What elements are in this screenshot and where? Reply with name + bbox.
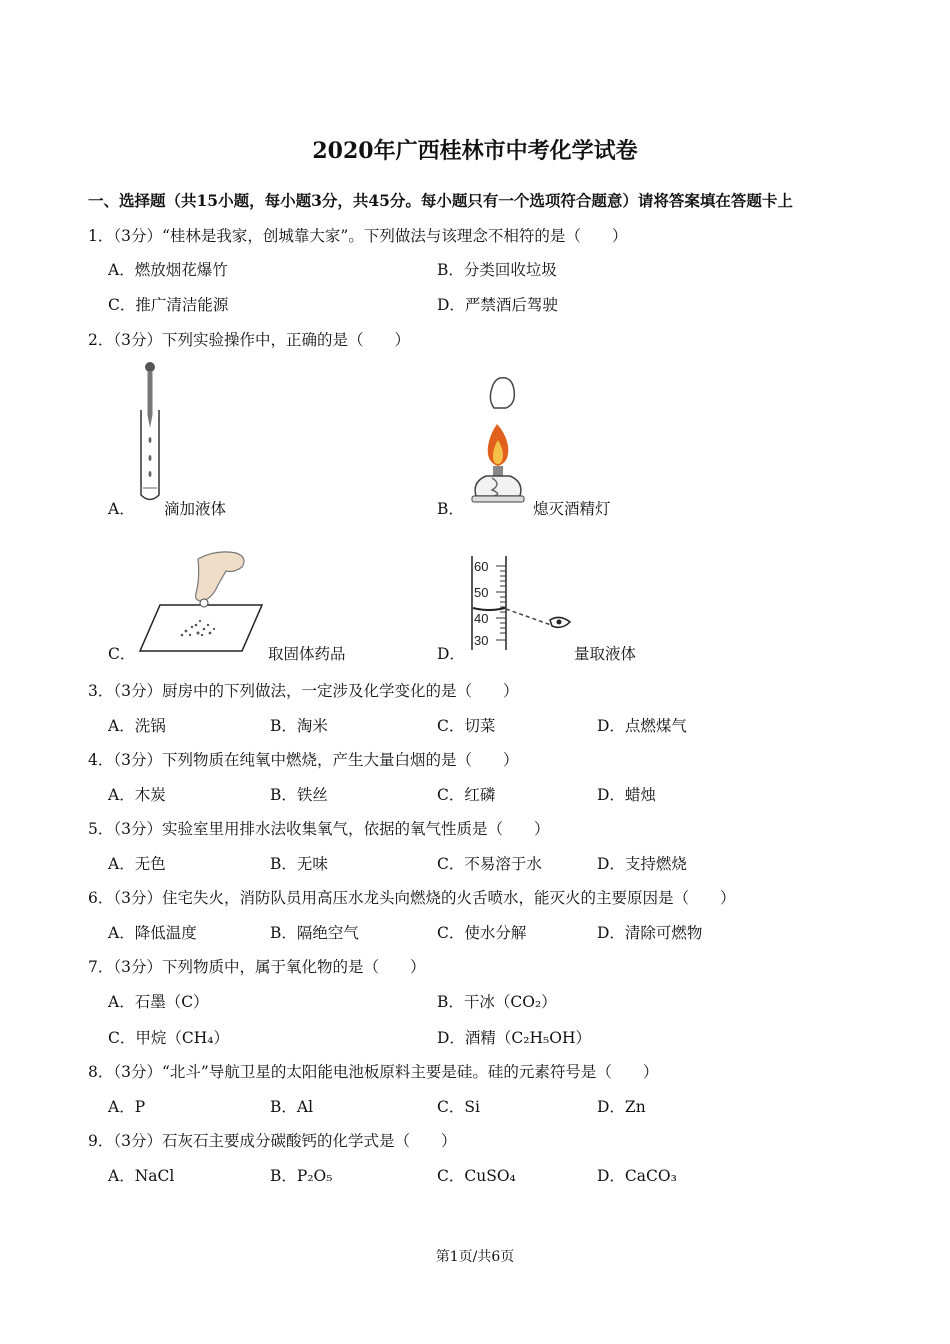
q4-option-c: C．红磷 xyxy=(437,786,496,804)
q2-option-d: D． xyxy=(437,645,465,663)
q7-option-a: A．石墨（C） xyxy=(108,993,209,1011)
question-9-stem: 9．（3分）石灰石主要成分碳酸钙的化学式是（ ） xyxy=(88,1132,457,1150)
page-title: 2020年广西桂林市中考化学试卷 xyxy=(312,138,638,164)
cylinder-tick-60: 60 xyxy=(474,559,489,574)
cylinder-tick-30: 30 xyxy=(474,633,489,648)
q3-option-a: A．洗锅 xyxy=(108,717,166,735)
q2-caption-a: 滴加液体 xyxy=(164,500,227,518)
section-heading: 一、选择题（共15小题，每小题3分，共45分。每小题只有一个选项符合题意）请将答案填在答题卡上 xyxy=(88,191,793,210)
question-6-stem: 6．（3分）住宅失火，消防队员用高压水龙头向燃烧的火舌喷水，能灭火的主要原因是（ ） xyxy=(88,889,736,907)
q6-option-d: D．清除可燃物 xyxy=(597,924,703,942)
question-4-stem: 4．（3分）下列物质在纯氧中燃烧，产生大量白烟的是（ ） xyxy=(88,751,519,769)
q8-option-b: B．Al xyxy=(270,1098,314,1116)
question-2-stem: 2．（3分）下列实验操作中，正确的是（ ） xyxy=(88,331,410,349)
question-5-stem: 5．（3分）实验室里用排水法收集氧气，依据的氧气性质是（ ） xyxy=(88,820,550,838)
q3-option-d: D．点燃煤气 xyxy=(597,717,687,735)
q5-option-b: B．无味 xyxy=(270,855,328,873)
q5-option-d: D．支持燃烧 xyxy=(597,855,687,873)
graduated-cylinder-figure xyxy=(466,552,576,652)
page-footer: 第1页/共6页 xyxy=(435,1249,515,1265)
q4-option-b: B．铁丝 xyxy=(270,786,328,804)
q8-option-c: C．Si xyxy=(437,1098,480,1116)
question-3-stem: 3．（3分）厨房中的下列做法，一定涉及化学变化的是（ ） xyxy=(88,682,519,700)
question-8-stem: 8．（3分）“北斗”导航卫星的太阳能电池板原料主要是硅。硅的元素符号是（ ） xyxy=(88,1063,659,1081)
cylinder-tick-40: 40 xyxy=(474,611,489,626)
cylinder-tick-50: 50 xyxy=(474,585,489,600)
q2-option-b: B． xyxy=(437,500,464,518)
q4-option-a: A．木炭 xyxy=(108,786,166,804)
q1-option-c: C．推广清洁能源 xyxy=(108,296,229,314)
q2-caption-d: 量取液体 xyxy=(574,645,637,663)
q7-option-c: C．甲烷（CH₄） xyxy=(108,1029,229,1047)
q7-option-b: B．干冰（CO₂） xyxy=(437,993,557,1011)
q5-option-c: C．不易溶于水 xyxy=(437,855,542,873)
q9-option-a: A．NaCl xyxy=(108,1167,175,1185)
q2-option-a: A． xyxy=(108,500,135,518)
q4-option-d: D．蜡烛 xyxy=(597,786,656,804)
q2-caption-c: 取固体药品 xyxy=(268,645,346,663)
q9-option-b: B．P₂O₅ xyxy=(270,1167,333,1185)
alcohol-lamp-figure xyxy=(462,372,532,512)
q6-option-c: C．使水分解 xyxy=(437,924,527,942)
q7-option-d: D．酒精（C₂H₅OH） xyxy=(437,1029,591,1047)
q9-option-c: C．CuSO₄ xyxy=(437,1167,516,1185)
q2-caption-b: 熄灭酒精灯 xyxy=(533,500,611,518)
q9-option-d: D．CaCO₃ xyxy=(597,1167,677,1185)
dropper-test-tube-figure xyxy=(130,358,170,508)
question-7-stem: 7．（3分）下列物质中，属于氧化物的是（ ） xyxy=(88,958,426,976)
q1-option-b: B．分类回收垃圾 xyxy=(437,261,557,279)
q2-option-c: C． xyxy=(108,645,136,663)
q8-option-a: A．P xyxy=(108,1098,146,1116)
q3-option-c: C．切菜 xyxy=(437,717,496,735)
q6-option-b: B．隔绝空气 xyxy=(270,924,359,942)
q1-option-a: A．燃放烟花爆竹 xyxy=(108,261,228,279)
hand-solid-reagent-figure xyxy=(138,545,266,655)
q8-option-d: D．Zn xyxy=(597,1098,646,1116)
question-1-stem: 1．（3分）“桂林是我家，创城靠大家”。下列做法与该理念不相符的是（ ） xyxy=(88,227,628,245)
q6-option-a: A．降低温度 xyxy=(108,924,197,942)
q5-option-a: A．无色 xyxy=(108,855,166,873)
q1-option-d: D．严禁酒后驾驶 xyxy=(437,296,558,314)
q3-option-b: B．淘米 xyxy=(270,717,328,735)
